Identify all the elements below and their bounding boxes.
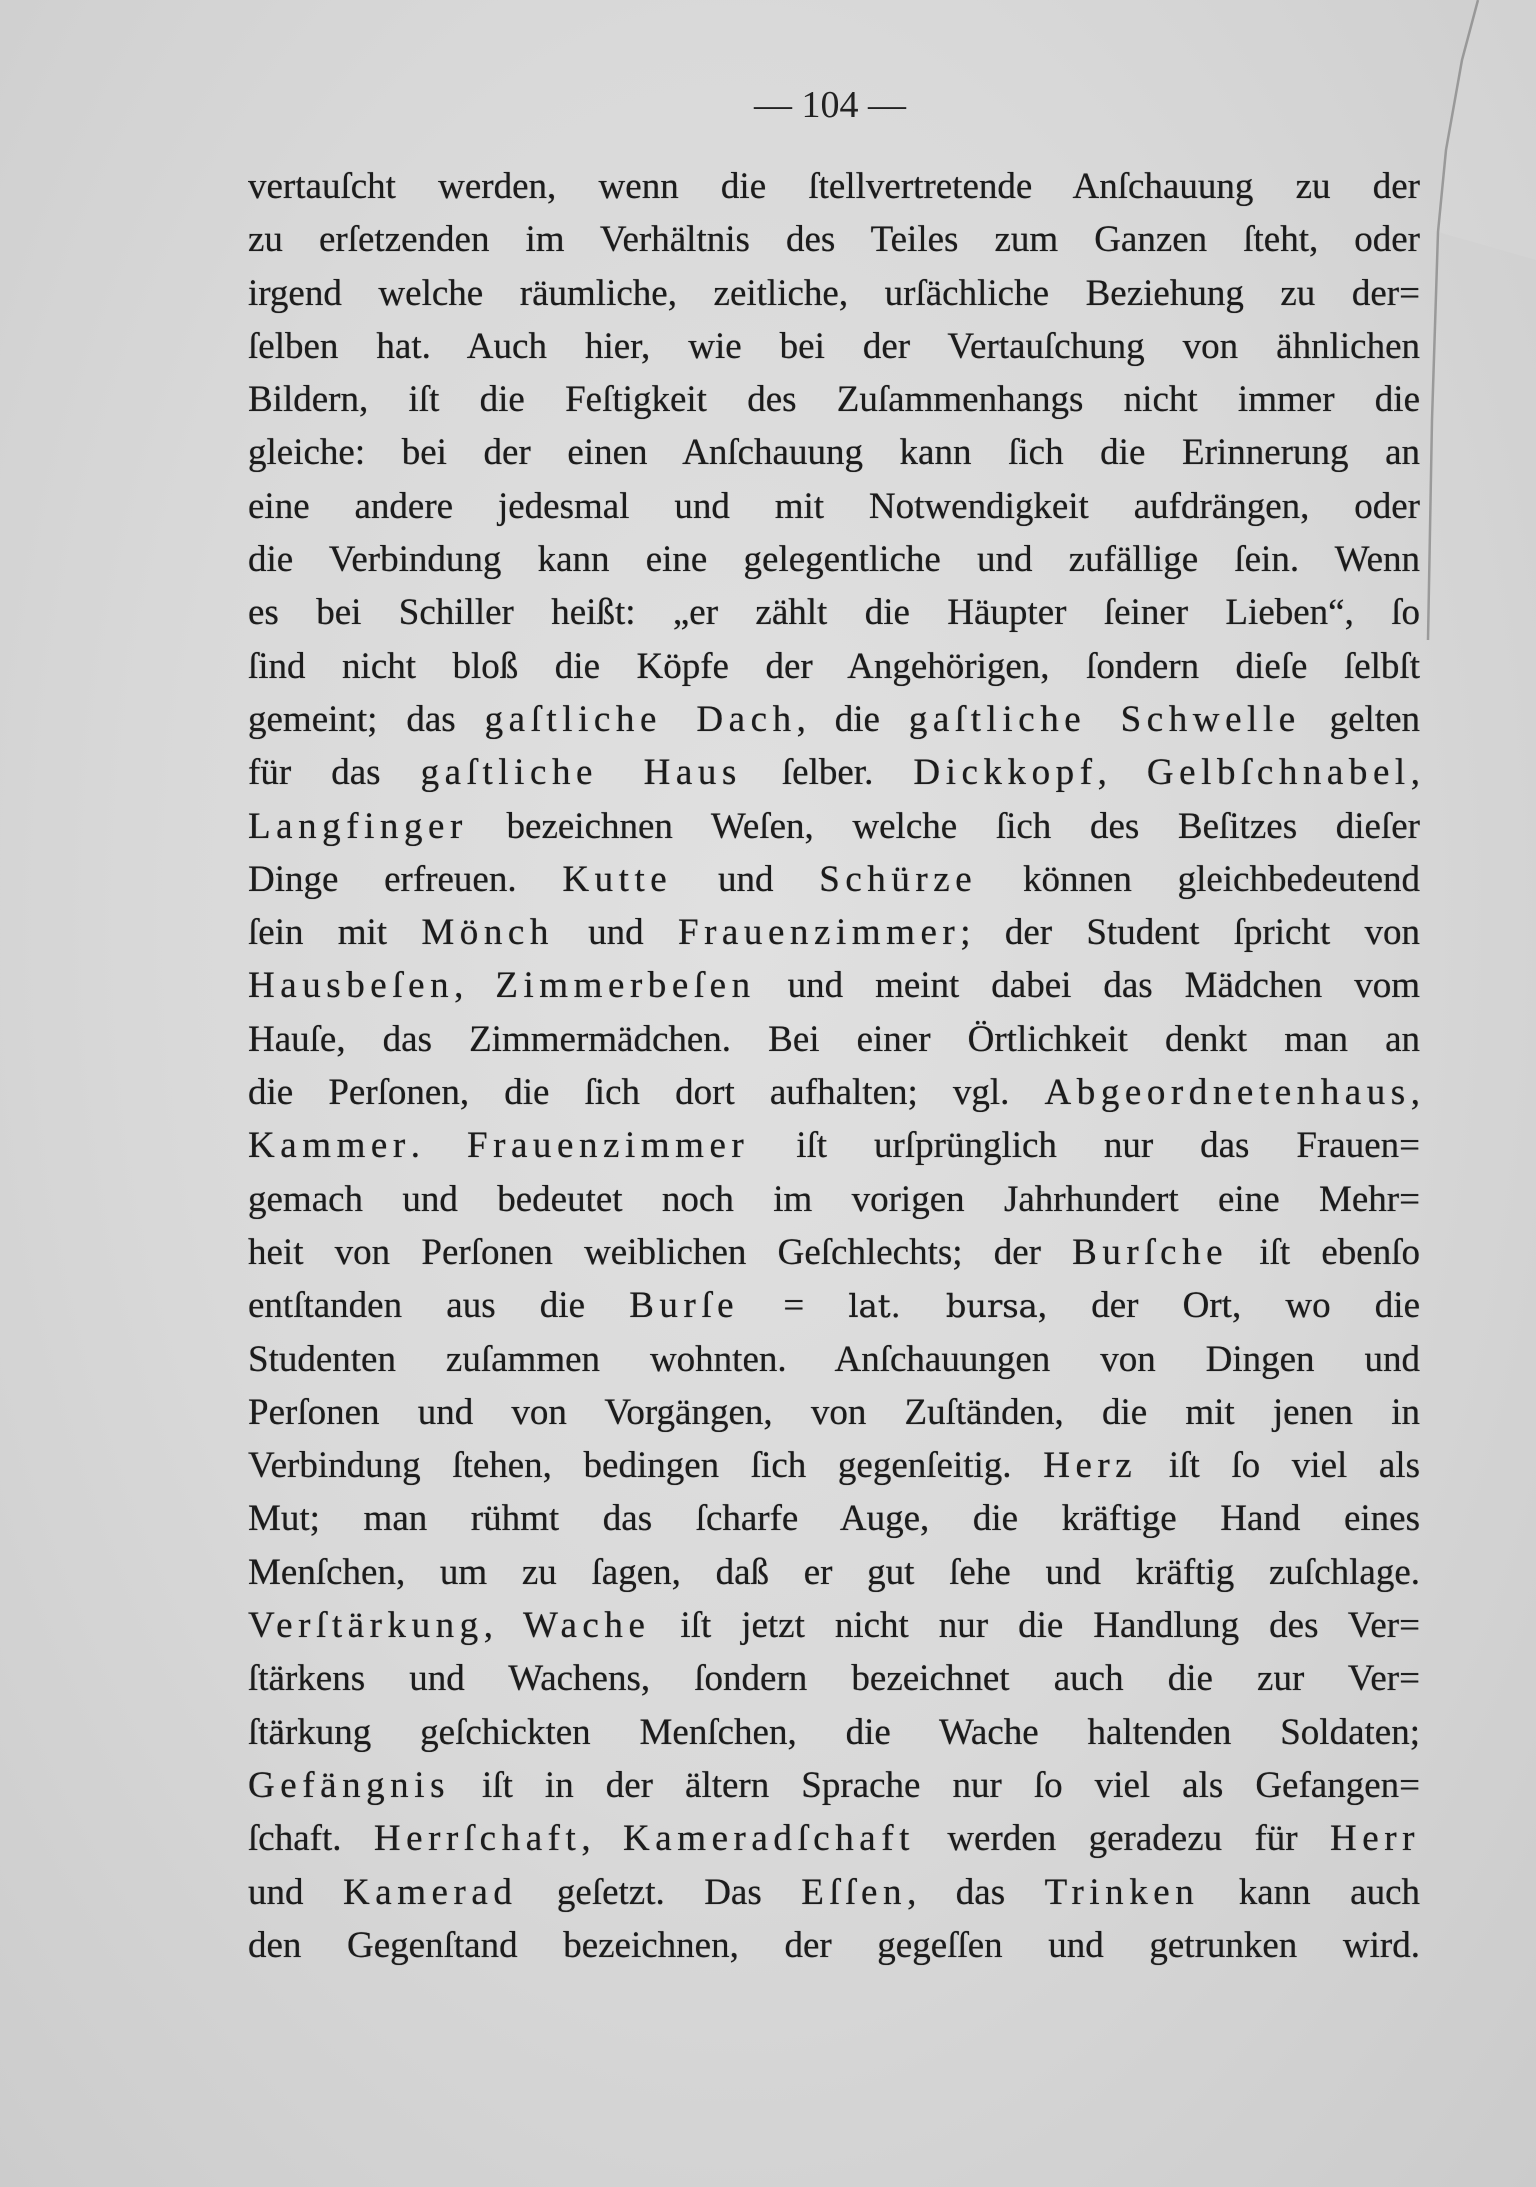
text-segment: können gleichbedeutend bbox=[977, 858, 1420, 900]
text-segment: , der Ort, wo die bbox=[1037, 1285, 1420, 1327]
text-line bbox=[248, 1386, 1420, 1439]
text-line bbox=[248, 586, 1420, 639]
emphasized-text: Verſtärkung bbox=[248, 1605, 484, 1647]
text-segment: geſetzt. Das bbox=[517, 1871, 802, 1913]
text-segment: die Perſonen, die ſich dort aufhalten; vgl. bbox=[248, 1072, 1045, 1114]
text-segment: ſein mit bbox=[248, 912, 422, 954]
text-line bbox=[248, 1492, 1420, 1545]
text-line bbox=[248, 1706, 1420, 1759]
text-line bbox=[248, 1812, 1420, 1865]
emphasized-text: Frauenzimmer bbox=[677, 912, 961, 954]
text-line bbox=[248, 1599, 1420, 1652]
text-segment: Bildern, iſt die Feſtigkeit des Zuſammenhangs nicht immer die bbox=[248, 379, 1420, 421]
text-segment: Verbindung ſtehen, bedingen ſich gegenſeitig. bbox=[248, 1445, 1044, 1487]
text-segment: iſt jetzt nicht nur die Handlung des Ver= bbox=[650, 1605, 1420, 1647]
text-segment: Mut; man rühmt das ſcharfe Auge, die kräftige Hand eines bbox=[248, 1498, 1420, 1540]
text-line bbox=[248, 800, 1420, 853]
text-segment: zu erſetzenden im Verhältnis des Teiles zum Ganzen ſteht, oder bbox=[248, 219, 1420, 261]
text-line bbox=[248, 693, 1420, 746]
body-text bbox=[248, 160, 1420, 1972]
text-line bbox=[248, 1652, 1420, 1705]
text-segment: , bbox=[454, 965, 496, 1007]
text-segment: entſtanden aus die bbox=[248, 1285, 630, 1327]
emphasized-text: Schürze bbox=[819, 858, 978, 900]
text-segment: werden geradezu für bbox=[914, 1818, 1330, 1860]
text-segment: vertauſcht werden, wenn die ſtellvertretende Anſchauung zu der bbox=[248, 166, 1420, 207]
emphasized-text: gaſtliche Dach bbox=[484, 698, 797, 740]
text-segment: , bbox=[483, 1605, 523, 1647]
emphasized-text: Gefängnis bbox=[248, 1764, 451, 1806]
emphasized-text: Herr bbox=[1330, 1818, 1420, 1860]
text-segment: gleiche: bei der einen Anſchauung kann ſich die Erinnerung an bbox=[248, 432, 1420, 474]
text-line bbox=[248, 1759, 1420, 1812]
text-segment: = bbox=[739, 1285, 849, 1327]
text-line bbox=[248, 746, 1420, 799]
text-line bbox=[248, 480, 1420, 533]
text-segment: und bbox=[248, 1871, 343, 1913]
text-line bbox=[248, 1439, 1420, 1492]
text-segment: ſind nicht bloß die Köpfe der Angehörigen, ſondern dieſe ſelbſt bbox=[248, 645, 1420, 687]
text-line bbox=[248, 426, 1420, 479]
text-line bbox=[248, 1866, 1420, 1919]
text-segment: Dinge erfreuen. bbox=[248, 858, 563, 900]
text-segment: , bbox=[1097, 752, 1147, 794]
emphasized-text: Gelbſchnabel bbox=[1146, 752, 1411, 794]
text-segment: , bbox=[1410, 1072, 1420, 1114]
text-line bbox=[248, 373, 1420, 426]
text-segment: Menſchen, um zu ſagen, daß er gut ſehe und kräftig zuſchlage. bbox=[248, 1551, 1420, 1593]
text-segment: die Verbindung kann eine gelegentliche und zufällige ſein. Wenn bbox=[248, 539, 1420, 581]
text-segment: kann auch bbox=[1199, 1871, 1420, 1913]
text-segment: heit von Perſonen weiblichen Geſchlechts; der bbox=[248, 1231, 1073, 1273]
text-segment: ſtärkung geſchickten Menſchen, die Wache haltenden Soldaten; bbox=[248, 1711, 1420, 1753]
text-line bbox=[248, 1226, 1420, 1279]
text-line bbox=[248, 213, 1420, 266]
emphasized-text: Abgeordnetenhaus bbox=[1044, 1072, 1411, 1114]
text-segment: iſt urſprünglich nur das Frauen= bbox=[749, 1125, 1420, 1167]
emphasized-text: Kameradſchaft bbox=[623, 1818, 915, 1860]
emphasized-text: Hausbeſen bbox=[248, 965, 455, 1007]
text-segment: ſtärkens und Wachens, ſondern bezeichnet auch die zur Ver= bbox=[248, 1658, 1420, 1700]
text-line bbox=[248, 267, 1420, 320]
text-segment: und bbox=[672, 858, 820, 900]
text-line bbox=[248, 1279, 1420, 1332]
antiqua-text: lat. bursa bbox=[848, 1287, 1038, 1326]
emphasized-text: Burſe bbox=[629, 1285, 740, 1327]
text-segment: ſelben hat. Auch hier, wie bei der Vertauſchung von ähnlichen bbox=[248, 325, 1420, 367]
text-segment: , bbox=[1410, 752, 1420, 794]
emphasized-text: Burſche bbox=[1072, 1231, 1229, 1273]
text-segment: iſt ebenſo bbox=[1228, 1231, 1420, 1273]
text-segment: und meint dabei das Mädchen vom bbox=[755, 965, 1420, 1007]
text-line bbox=[248, 853, 1420, 906]
text-line bbox=[248, 1546, 1420, 1599]
text-segment: , die bbox=[796, 698, 909, 740]
text-line bbox=[248, 1013, 1420, 1066]
emphasized-text: Herrſchaft bbox=[373, 1818, 582, 1860]
text-segment: ; der Student ſpricht von bbox=[960, 912, 1420, 954]
text-segment: es bei Schiller heißt: „er zählt die Häupter ſeiner Lieben“, ſo bbox=[248, 592, 1420, 634]
emphasized-text: Trinken bbox=[1044, 1871, 1200, 1913]
text-segment: Hauſe, das Zimmermädchen. Bei einer Örtlichkeit denkt man an bbox=[248, 1018, 1420, 1060]
emphasized-text: Frauenzimmer bbox=[466, 1125, 750, 1167]
text-line bbox=[248, 1173, 1420, 1226]
page-number: — 104 — bbox=[754, 84, 906, 126]
emphasized-text: Zimmerbeſen bbox=[495, 965, 756, 1007]
text-segment: bezeichnen Weſen, welche ſich des Beſitzes dieſer bbox=[467, 805, 1420, 847]
text-segment: und bbox=[553, 912, 678, 954]
text-segment: für das bbox=[248, 752, 421, 794]
emphasized-text: Kammer bbox=[248, 1125, 411, 1167]
text-line bbox=[248, 160, 1420, 213]
emphasized-text: Eſſen bbox=[801, 1871, 908, 1913]
emphasized-text: Dickkopf bbox=[913, 752, 1098, 794]
text-line bbox=[248, 1066, 1420, 1119]
emphasized-text: gaſtliche Schwelle bbox=[908, 698, 1301, 740]
text-line bbox=[248, 1919, 1420, 1972]
text-segment: , bbox=[581, 1818, 623, 1860]
emphasized-text: Langfinger bbox=[248, 805, 468, 847]
text-segment: ſchaft. bbox=[248, 1818, 374, 1860]
text-segment: ſelber. bbox=[741, 752, 914, 794]
text-segment: Perſonen und von Vorgängen, von Zuſtänden, die mit jenen in bbox=[248, 1391, 1420, 1433]
text-segment: eine andere jedesmal und mit Notwendigkeit aufdrängen, oder bbox=[248, 485, 1420, 527]
text-line bbox=[248, 640, 1420, 693]
text-line bbox=[248, 959, 1420, 1012]
text-segment: Studenten zuſammen wohnten. Anſchauungen von Dingen und bbox=[248, 1338, 1420, 1380]
emphasized-text: Herz bbox=[1043, 1445, 1138, 1487]
text-segment: iſt ſo viel als bbox=[1137, 1445, 1420, 1487]
text-line bbox=[248, 320, 1420, 373]
text-line bbox=[248, 533, 1420, 586]
text-segment: irgend welche räumliche, zeitliche, urſächliche Beziehung zu der= bbox=[248, 272, 1420, 314]
text-segment: , das bbox=[907, 1871, 1045, 1913]
text-segment: iſt in der ältern Sprache nur ſo viel als Gefangen= bbox=[450, 1764, 1420, 1806]
text-segment: gelten bbox=[1300, 698, 1420, 740]
text-segment: . bbox=[410, 1125, 467, 1167]
text-line bbox=[248, 1119, 1420, 1172]
text-segment: den Gegenſtand bezeichnen, der gegeſſen und getrunken wird. bbox=[248, 1924, 1420, 1966]
emphasized-text: Mönch bbox=[421, 912, 554, 954]
text-segment: gemach und bedeutet noch im vorigen Jahrhundert eine Mehr= bbox=[248, 1178, 1420, 1220]
text-line bbox=[248, 1333, 1420, 1386]
emphasized-text: Kamerad bbox=[342, 1871, 518, 1913]
emphasized-text: gaſtliche Haus bbox=[420, 752, 742, 794]
text-line bbox=[248, 906, 1420, 959]
emphasized-text: Wache bbox=[522, 1605, 651, 1647]
text-segment: gemeint; das bbox=[248, 698, 485, 740]
emphasized-text: Kutte bbox=[562, 858, 673, 900]
